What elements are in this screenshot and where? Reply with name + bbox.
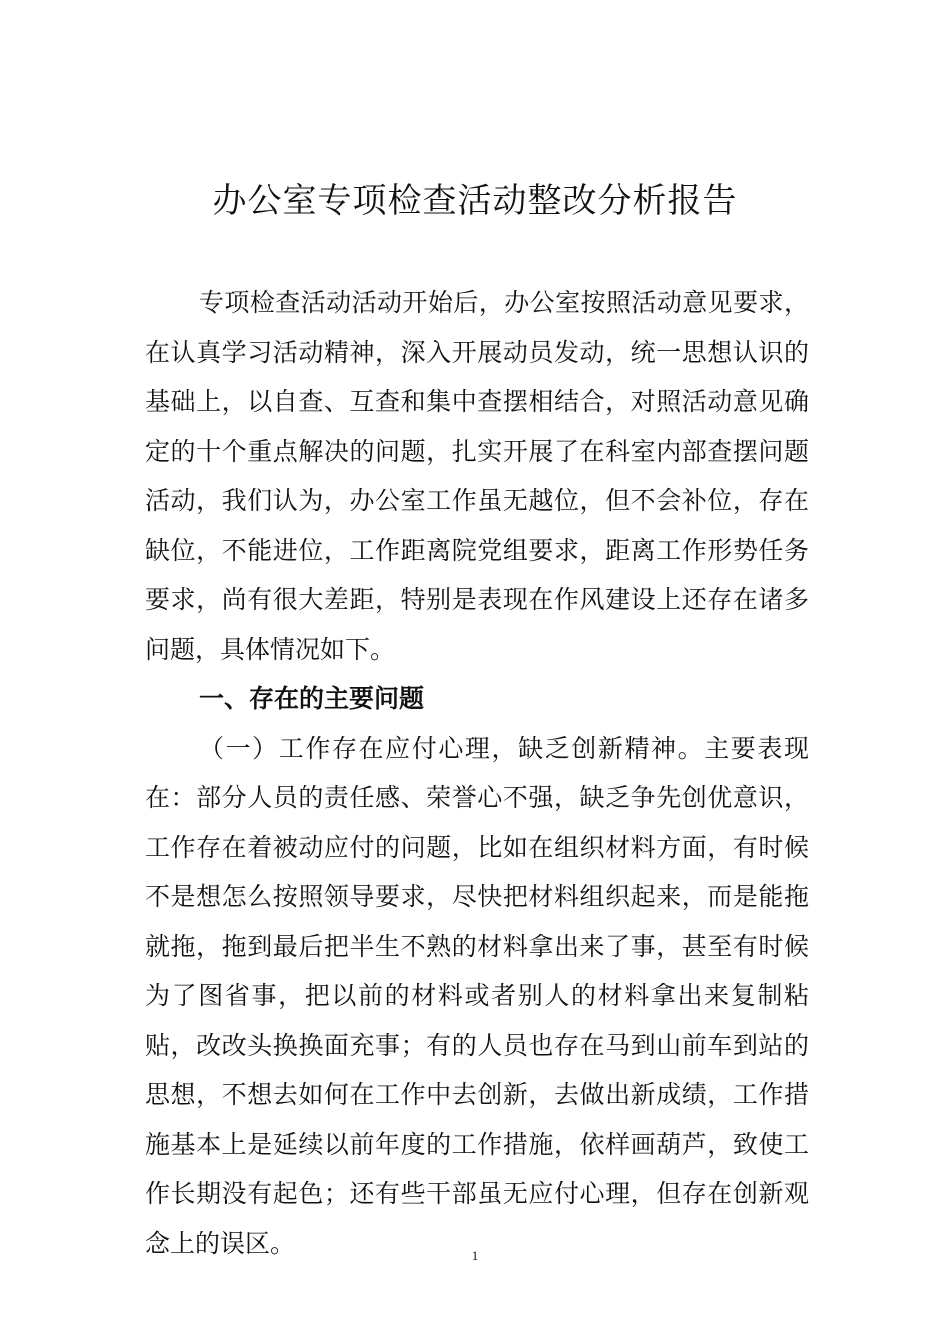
intro-paragraph: 专项检查活动活动开始后，办公室按照活动意见要求，在认真学习活动精神，深入开展动员发动，统一思想认识的基础上，以自查、互查和集中查摆相结合，对照活动意见确定的十个重点解决的问题，扎实开展了在科室内部查摆问题活动，我们认为，办公室工作虽无越位，但不会补位，存在缺位，不能进位，工作距离院党组要求，距离工作形势任务要求，尚有很大差距，特别是表现在作风建设上还存在诸多问题，具体情况如下。 xyxy=(145,288,809,664)
section-paragraph: （一）工作存在应付心理，缺乏创新精神。主要表现在：部分人员的责任感、荣誉心不强，缺乏争先创优意识，工作存在着被动应付的问题，比如在组织材料方面，有时候不是想怎么按照领导要求，尽快把材料组织起来，而是能拖就拖，拖到最后把半生不熟的材料拿出来了事，甚至有时候为了图省事，把以前的材料或者别人的材料拿出来复制粘贴，改改头换换面充事；有的人员也存在马到山前车到站的思想，不想去如何在工作中去创新，去做出新成绩，工作措施基本上是延续以前年度的工作措施，依样画葫芦，致使工作长期没有起色；还有些干部虽无应付心理，但存在创新观念上的误区。 xyxy=(145,733,809,1258)
document-title: 办公室专项检查活动整改分析报告 xyxy=(212,181,738,221)
document-body xyxy=(145,278,809,1268)
page-number: 1 xyxy=(471,1248,479,1263)
section-heading: 一、存在的主要问题 xyxy=(199,684,425,713)
